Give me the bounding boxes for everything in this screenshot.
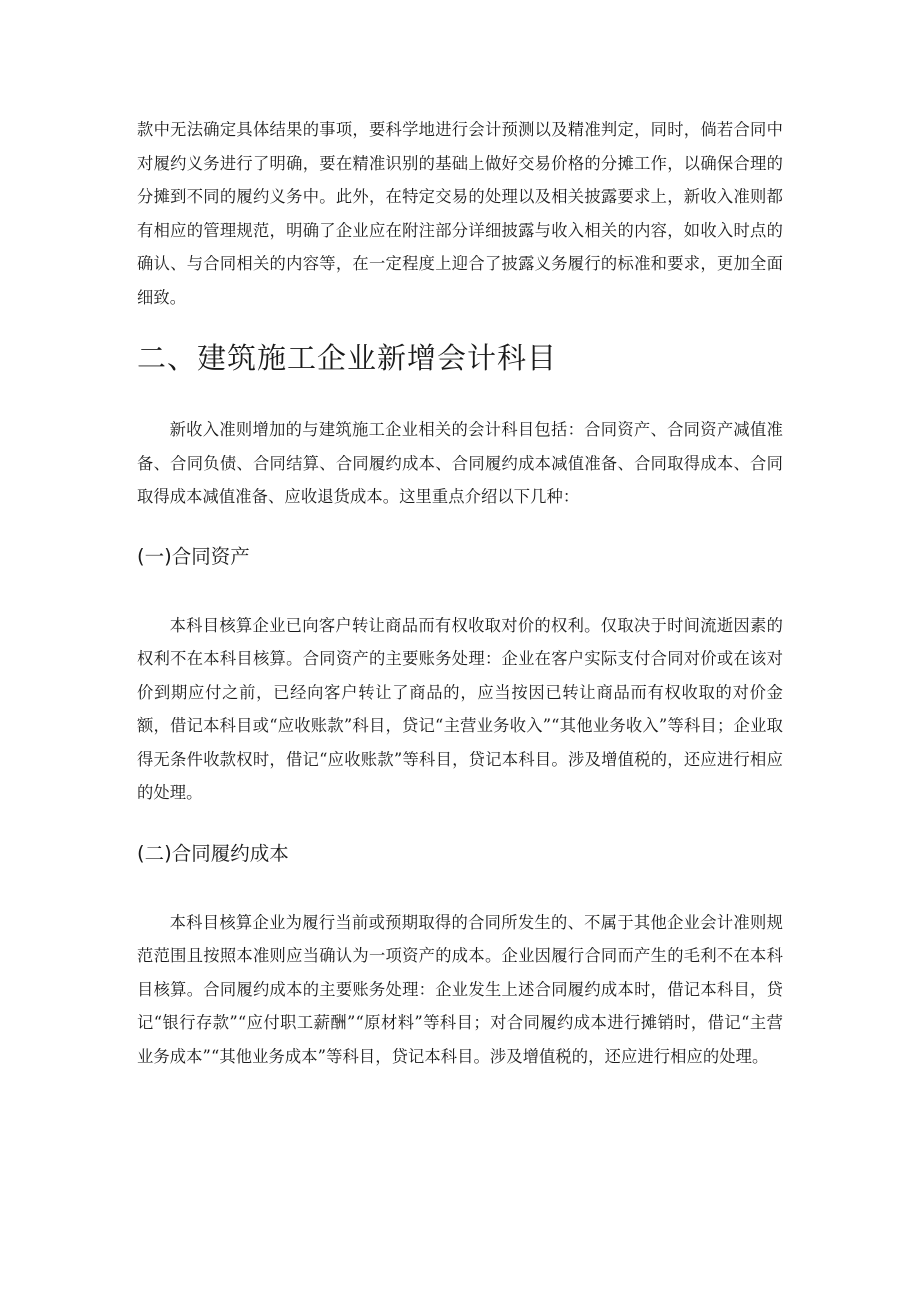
contract-performance-cost-paragraph: 本科目核算企业为履行当前或预期取得的合同所发生的、不属于其他企业会计准则规范范围且按照本准则应当确认为一项资产的成本。企业因履行合同而产生的毛利不在本科目核算。合同履约成本的主要账务处理：企业发生上述合同履约成本时，借记本科目，贷记“银行存款”“应付职工薪酬”“原材料”等科目；对合同履约成本进行摊销时，借记“主营业务成本”“其他业务成本”等科目，贷记本科目。涉及增值税的，还应进行相应的处理。	[137, 912, 783, 1066]
paragraph-continued: 款中无法确定具体结果的事项，要科学地进行会计预测以及精准判定，同时，倘若合同中对履约义务进行了明确，要在精准识别的基础上做好交易价格的分摊工作，以确保合理的分摊到不同的履约义务中。此外，在特定交易的处理以及相关披露要求上，新收入准则都有相应的管理规范，明确了企业应在附注部分详细披露与收入相关的内容，如收入时点的确认、与合同相关的内容等，在一定程度上迎合了披露义务履行的标准和要求，更加全面细致。	[137, 120, 783, 307]
subsection-heading-contract-performance-cost: (二)合同履约成本	[137, 841, 289, 865]
subsection-heading-contract-assets: (一)合同资产	[137, 544, 250, 568]
document-page	[137, 113, 783, 1073]
contract-assets-paragraph: 本科目核算企业已向客户转让商品而有权收取对价的权利。仅取决于时间流逝因素的权利不在本科目核算。合同资产的主要账务处理：企业在客户实际支付合同对价或在该对价到期应付之前，已经向客户转让了商品的，应当按因已转让商品而有权收取的对价金额，借记本科目或“应收账款”科目，贷记“主营业务收入”“其他业务收入”等科目；企业取得无条件收款权时，借记“应收账款”等科目，贷记本科目。涉及增值税的，还应进行相应的处理。	[137, 615, 783, 802]
section-2-intro-paragraph: 新收入准则增加的与建筑施工企业相关的会计科目包括：合同资产、合同资产减值准备、合同负债、合同结算、合同履约成本、合同履约成本减值准备、合同取得成本、合同取得成本减值准备、应收退货成本。这里重点介绍以下几种：	[137, 420, 783, 506]
section-heading-2: 二、建筑施工企业新增会计科目	[137, 341, 558, 375]
